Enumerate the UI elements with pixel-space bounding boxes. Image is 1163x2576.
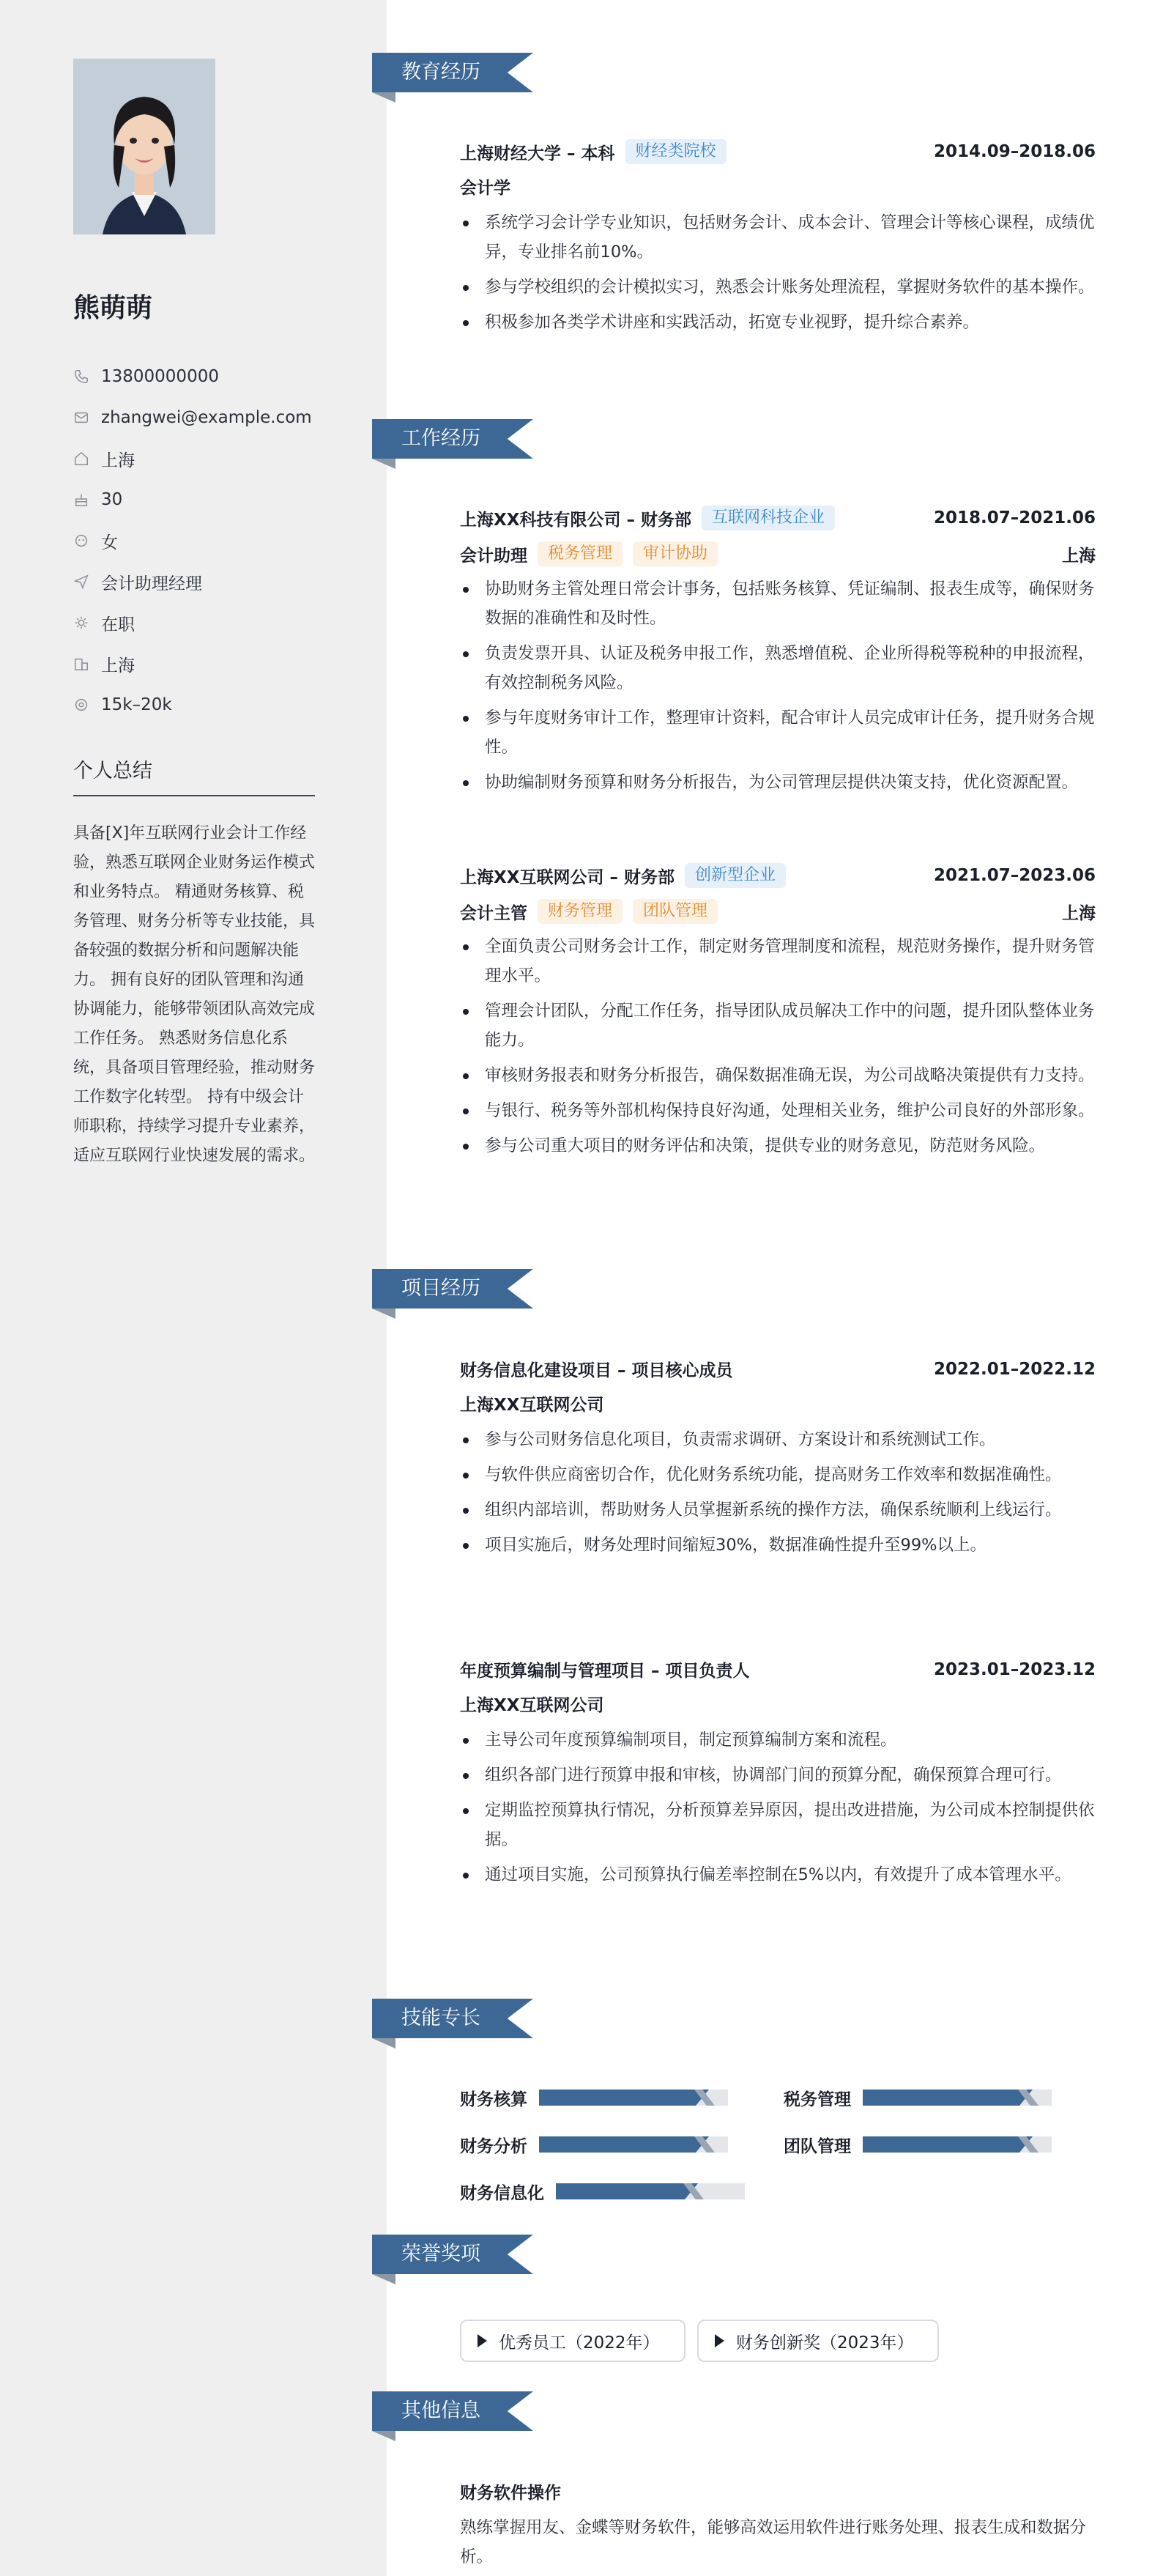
work-bullets [460, 932, 1096, 1161]
company-tag: 互联网科技企业 [702, 506, 835, 530]
list-item: 系统学习会计学专业知识，包括财务会计、成本会计、管理会计等核心课程，成绩优异，专业排名前10%。 [460, 208, 1096, 267]
contact-text: 在职 [101, 615, 135, 634]
contact-email [73, 397, 322, 438]
skill-name: 税务管理 [784, 2090, 851, 2109]
project-company: 上海XX互联网公司 [460, 1396, 604, 1415]
list-item: 项目实施后，财务处理时间缩短30%，数据准确性提升至99%以上。 [460, 1531, 1096, 1560]
award-label: 优秀员工（2022年） [499, 2333, 660, 2353]
project-bullets [460, 1725, 1096, 1890]
project-entry-2 [460, 1657, 1096, 1895]
list-item: 管理会计团队，分配工作任务，指导团队成员解决工作中的问题，提升团队整体业务能力。 [460, 996, 1096, 1055]
school-name: 上海财经大学 – 本科 [460, 144, 615, 163]
education-date: 2014.09–2018.06 [933, 142, 1096, 161]
section-title: 教育经历 [401, 61, 480, 84]
contact-text: zhangwei@example.com [101, 408, 312, 427]
skill-name: 财务分析 [460, 2136, 527, 2156]
skill-item [784, 2087, 1052, 2109]
project-company: 上海XX互联网公司 [460, 1696, 604, 1715]
list-item: 主导公司年度预算编制项目，制定预算编制方案和流程。 [460, 1725, 1096, 1755]
list-item: 通过项目实施，公司预算执行偏差率控制在5%以内，有效提升了成本管理水平。 [460, 1860, 1096, 1890]
role-tag: 审计协助 [633, 541, 718, 566]
school-tag: 财经类院校 [625, 139, 727, 164]
skill-item [784, 2133, 1052, 2155]
salary-icon [73, 697, 89, 713]
skill-name: 团队管理 [784, 2136, 851, 2156]
work-bullets [460, 574, 1096, 797]
status-icon [73, 615, 89, 631]
section-title: 荣誉奖项 [401, 2243, 480, 2265]
list-item: 参与年度财务审计工作，整理审计资料，配合审计人员完成审计任务，提升财务合规性。 [460, 703, 1096, 762]
skill-bar [863, 2090, 1052, 2106]
list-item: 组织内部培训，帮助财务人员掌握新系统的操作方法，确保系统顺利上线运行。 [460, 1495, 1096, 1525]
project-title: 财务信息化建设项目 – 项目核心成员 [460, 1361, 733, 1380]
mail-icon [73, 410, 89, 426]
company-name: 上海XX互联网公司 – 财务部 [460, 867, 675, 887]
award-item [460, 2320, 685, 2362]
skill-item [460, 2087, 728, 2109]
skill-item [460, 2180, 745, 2202]
avatar [73, 59, 215, 234]
contact-age [73, 479, 322, 520]
contact-text: 上海 [101, 451, 135, 470]
building-icon [73, 656, 89, 672]
sidebar [0, 0, 387, 2576]
work-date: 2018.07–2021.06 [933, 508, 1096, 528]
summary-text: 具备[X]年互联网行业会计工作经验，熟悉互联网企业财务运作模式和业务特点。 精通财务核算、税务管理、财务分析等专业技能，具备较强的数据分析和问题解决能力。 拥有良好的团队管理和沟通协调能力，能够带领团队高效完成工作任务。 熟悉财务信息化系统，具备项目管理经验，推动财务工作数字化转型。 持有中级会计师职称，持续学习提升专业素养，适应互联网行业快速发展的需求。 [73, 824, 316, 1165]
contact-location [73, 438, 322, 479]
section-title: 其他信息 [401, 2399, 480, 2422]
section-title: 项目经历 [401, 1277, 480, 1300]
work-date: 2021.07–2023.06 [933, 866, 1096, 885]
list-item: 全面负责公司财务会计工作，制定财务管理制度和流程，规范财务操作，提升财务管理水平。 [460, 932, 1096, 991]
contact-list [73, 356, 322, 725]
major: 会计学 [460, 179, 510, 198]
award-item [697, 2320, 939, 2362]
home-icon [73, 451, 89, 467]
contact-salary [73, 684, 322, 725]
skill-bar [539, 2136, 728, 2153]
project-bullets [460, 1425, 1096, 1560]
project-title: 年度预算编制与管理项目 – 项目负责人 [460, 1662, 750, 1681]
education-bullets [460, 208, 1096, 337]
list-item: 定期监控预算执行情况，分析预算差异原因，提出改进措施，为公司成本控制提供依据。 [460, 1796, 1096, 1854]
list-item: 积极参加各类学术讲座和实践活动，拓宽专业视野，提升综合素养。 [460, 308, 1096, 337]
contact-text: 13800000000 [101, 367, 219, 386]
award-label: 财务创新奖（2023年） [736, 2333, 914, 2353]
contact-text: 会计助理经理 [101, 574, 202, 593]
contact-gender [73, 520, 322, 561]
role-tag: 税务管理 [538, 541, 623, 566]
contact-position [73, 561, 322, 602]
portrait-image [73, 59, 215, 234]
list-item: 与软件供应商密切合作，优化财务系统功能，提高财务工作效率和数据准确性。 [460, 1460, 1096, 1489]
work-entry-2 [460, 863, 1096, 1166]
skill-bar [863, 2136, 1052, 2153]
list-item: 组织各部门进行预算申报和审核，协调部门间的预算分配，确保预算合理可行。 [460, 1761, 1096, 1790]
phone-icon [73, 369, 89, 385]
contact-phone [73, 356, 322, 397]
job-city: 上海 [1062, 903, 1096, 923]
list-item: 协助编制财务预算和财务分析报告，为公司管理层提供决策支持，优化资源配置。 [460, 768, 1096, 797]
gender-icon [73, 533, 89, 549]
education-entry [460, 139, 1096, 343]
project-date: 2023.01–2023.12 [933, 1659, 1096, 1679]
project-date: 2022.01–2022.12 [933, 1359, 1096, 1379]
list-item: 参与学校组织的会计模拟实习，熟悉会计账务处理流程，掌握财务软件的基本操作。 [460, 273, 1096, 302]
section-title: 技能专长 [401, 2007, 480, 2029]
contact-city [73, 643, 322, 684]
list-item: 参与公司重大项目的财务评估和决策，提供专业的财务意见，防范财务风险。 [460, 1131, 1096, 1161]
role-tag: 团队管理 [633, 899, 718, 924]
other-title: 财务软件操作 [460, 2484, 561, 2503]
list-item: 与银行、税务等外部机构保持良好沟通，处理相关业务，维护公司良好的外部形象。 [460, 1096, 1096, 1125]
work-entry-1 [460, 506, 1096, 803]
list-item: 协助财务主管处理日常会计事务，包括账务核算、凭证编制、报表生成等，确保财务数据的准确性和及时性。 [460, 574, 1096, 633]
contact-text: 女 [101, 533, 118, 552]
contact-status [73, 602, 322, 643]
list-item: 审核财务报表和财务分析报告，确保数据准确无误，为公司战略决策提供有力支持。 [460, 1061, 1096, 1090]
play-icon [715, 2334, 724, 2347]
company-tag: 创新型企业 [685, 863, 786, 888]
job-role: 会计助理 [460, 546, 527, 566]
list-item: 参与公司财务信息化项目，负责需求调研、方案设计和系统测试工作。 [460, 1425, 1096, 1454]
summary-heading: 个人总结 [73, 755, 315, 796]
contact-text: 30 [101, 490, 123, 509]
project-entry-1 [460, 1357, 1096, 1566]
section-title: 工作经历 [401, 427, 480, 450]
skill-bar [556, 2183, 745, 2199]
contact-text: 15k–20k [101, 695, 172, 714]
candidate-name: 熊萌萌 [73, 293, 153, 323]
play-icon [478, 2334, 487, 2347]
list-item: 负责发票开具、认证及税务申报工作，熟悉增值税、企业所得税等税种的申报流程，有效控制税务风险。 [460, 639, 1096, 697]
skill-item [460, 2133, 728, 2155]
company-name: 上海XX科技有限公司 – 财务部 [460, 510, 691, 530]
job-city: 上海 [1062, 546, 1096, 566]
skill-name: 财务核算 [460, 2090, 527, 2109]
skill-name: 财务信息化 [460, 2183, 544, 2203]
role-tag: 财务管理 [538, 899, 623, 924]
job-role: 会计主管 [460, 903, 527, 923]
other-text: 熟练掌握用友、金蝶等财务软件，能够高效运用软件进行账务处理、报表生成和数据分析。 [460, 2518, 1087, 2566]
cake-icon [73, 492, 89, 508]
send-icon [73, 574, 89, 590]
skill-bar [539, 2090, 728, 2106]
contact-text: 上海 [101, 656, 135, 676]
